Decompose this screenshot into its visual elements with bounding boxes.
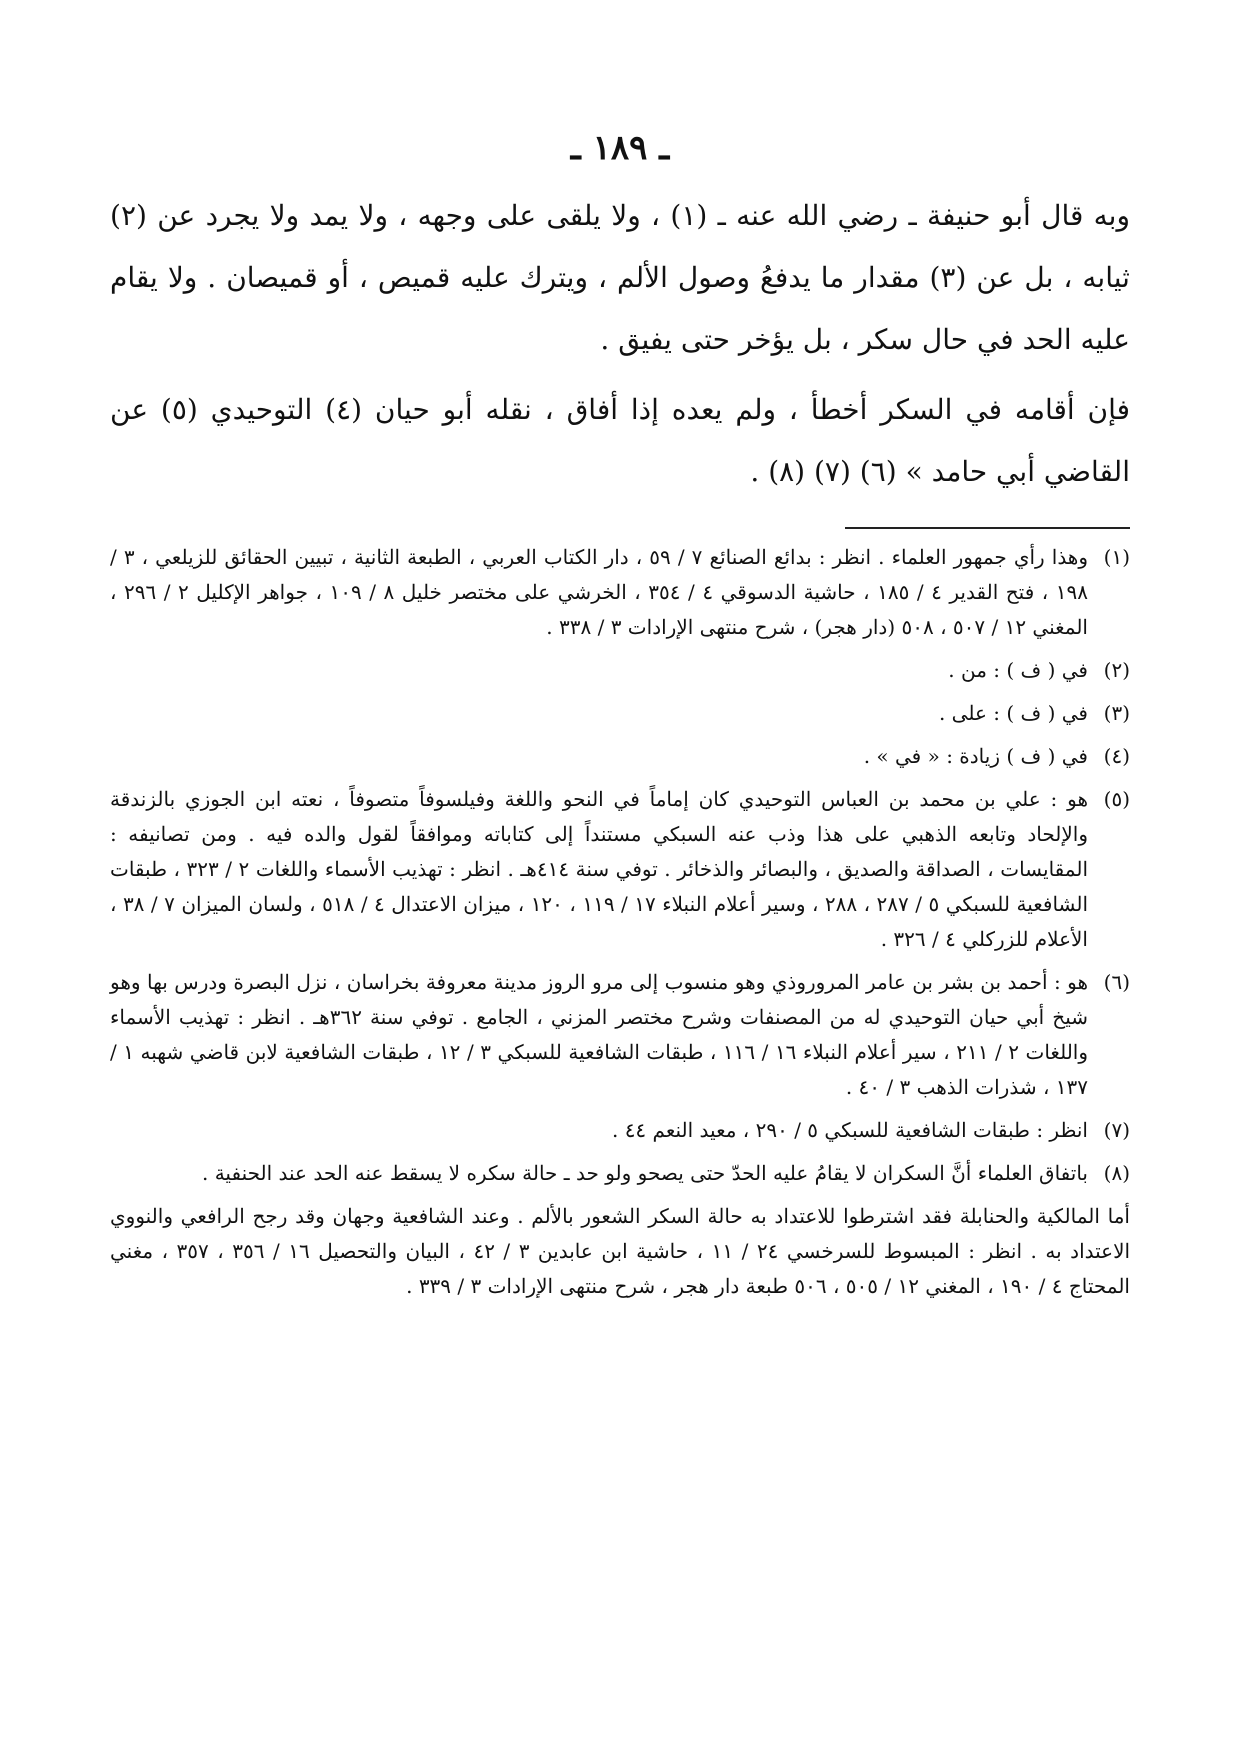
footnote-number: (٥): [1103, 787, 1130, 811]
page-number: ـ ١٨٩ ـ: [570, 128, 670, 168]
footnote-text: في ( ف ) : على .: [938, 701, 1088, 725]
paragraph-1: وبه قال أبو حنيفة ـ رضي الله عنه ـ (١) ، ولا يلقى على وجهه ، ولا يمد ولا يجرد عن (٢) ثيابه ، بل عن (٣) مقدار ما يدفعُ وصول الألم ، ويترك عليه قميص ، أو قميصان . ولا يقام عليه الحد في حال سكر ، بل يؤخر حتى يفيق .: [110, 199, 1131, 356]
footnote-number: (٨): [1103, 1161, 1130, 1185]
footnote-6: [110, 965, 1130, 1105]
footnote-7: [110, 1113, 1130, 1148]
footnote-number: (٤): [1103, 744, 1130, 768]
footnote-number: (٧): [1103, 1118, 1130, 1142]
main-text: [110, 185, 1130, 511]
paragraph-2: فإن أقامه في السكر أخطأ ، ولم يعده إذا أفاق ، نقله أبو حيان (٤) التوحيدي (٥) عن القاضي أبي حامد » (٦) (٧) (٨) .: [110, 393, 1130, 488]
footnote-text: انظر : طبقات الشافعية للسبكي ٥ / ٢٩٠ ، معيد النعم ٤٤ .: [611, 1118, 1088, 1142]
footnote-text: باتفاق العلماء أنَّ السكران لا يقامُ عليه الحدّ حتى يصحو ولو حد ـ حالة سكره لا يسقط عنه الحد عند الحنفية .: [201, 1161, 1088, 1185]
footnote-text: في ( ف ) زيادة : « في » .: [863, 744, 1088, 768]
footnote-8: [110, 1156, 1130, 1191]
footnote-number: (٢): [1103, 658, 1130, 682]
footnotes: [110, 540, 1130, 1304]
footnote-3: [110, 696, 1130, 731]
footnote-8-continuation: أما المالكية والحنابلة فقد اشترطوا للاعتداد به حالة السكر الشعور بالألم . وعند الشافعية وجهان وقد رجح الرافعي والنووي الاعتداد به . انظر : المبسوط للسرخسي ٢٤ / ١١ ، حاشية ابن عابدين ٣ / ٤٢ ، البيان والتحصيل ١٦ / ٣٥٦ ، ٣٥٧ ، مغني المحتاج ٤ / ١٩٠ ، المغني ١٢ / ٥٠٥ ، ٥٠٦ طبعة دار هجر ، شرح منتهى الإرادات ٣ / ٣٣٩ .: [110, 1204, 1131, 1298]
footnote-text: هو : علي بن محمد بن العباس التوحيدي كان إماماً في النحو واللغة وفيلسوفاً متصوفاً ، نعته ابن الجوزي بالزندقة والإلحاد وتابعه الذهبي على هذا وذب عنه السبكي مستنداً إلى كتاباته وموافقاً لقول والده فيه . ومن تصانيفه : المقايسات ، الصداقة والصديق ، والبصائر والذخائر . توفي سنة ٤١٤هـ . انظر : تهذيب الأسماء واللغات ٢ / ٣٢٣ ، طبقات الشافعية للسبكي ٥ / ٢٨٧ ، ٢٨٨ ، وسير أعلام النبلاء ١٧ / ١١٩ ، ١٢٠ ، ميزان الاعتدال ٤ / ٥١٨ ، ولسان الميزان ٧ / ٣٨ ، الأعلام للزركلي ٤ / ٣٢٦ .: [110, 787, 1089, 951]
footnote-number: (٣): [1103, 701, 1130, 725]
footnote-number: (١): [1103, 545, 1130, 569]
footnote-text: في ( ف ) : من .: [948, 658, 1088, 682]
footnote-text: هو : أحمد بن بشر بن عامر المروروذي وهو منسوب إلى مرو الروز مدينة معروفة بخراسان ، نزل البصرة ودرس بها وهو شيخ أبي حيان التوحيدي له من المصنفات وشرح مختصر المزني ، الجامع . توفي سنة ٣٦٢هـ . انظر : تهذيب الأسماء واللغات ٢ / ٢١١ ، سير أعلام النبلاء ١٦ / ١١٦ ، طبقات الشافعية للسبكي ٣ / ١٢ ، طبقات الشافعية لابن قاضي شهبه ١ / ١٣٧ ، شذرات الذهب ٣ / ٤٠ .: [110, 970, 1089, 1099]
footnote-5: [110, 782, 1130, 957]
footnote-number: (٦): [1103, 970, 1130, 994]
footnote-1: [110, 540, 1130, 645]
footnote-text: وهذا رأي جمهور العلماء . انظر : بدائع الصنائع ٧ / ٥٩ ، دار الكتاب العربي ، الطبعة الثانية ، تبيين الحقائق للزيلعي ، ٣ / ١٩٨ ، فتح القدير ٤ / ١٨٥ ، حاشية الدسوقي ٤ / ٣٥٤ ، الخرشي على مختصر خليل ٨ / ١٠٩ ، جواهر الإكليل ٢ / ٢٩٦ ، المغني ١٢ / ٥٠٧ ، ٥٠٨ (دار هجر) ، شرح منتهى الإرادات ٣ / ٣٣٨ .: [110, 545, 1089, 639]
footnote-2: [110, 653, 1130, 688]
footnote-4: [110, 739, 1130, 774]
footnote-separator: [845, 527, 1130, 529]
